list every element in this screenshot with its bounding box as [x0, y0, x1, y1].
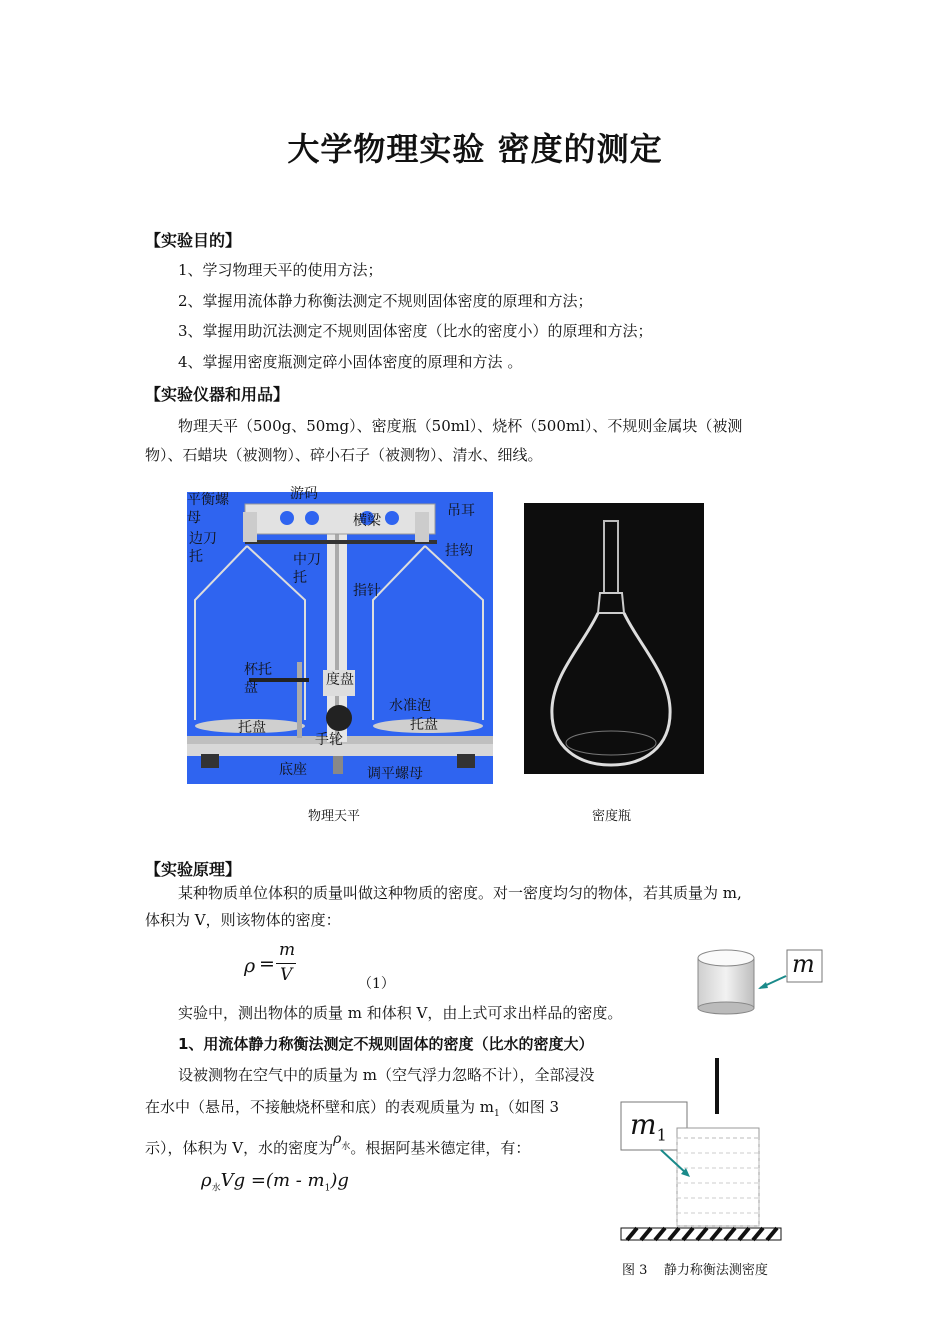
section-heading-apparatus: 【实验仪器和用品】	[145, 385, 290, 404]
label-cup-tray-2: 盘	[244, 680, 258, 696]
mass-label-m: m	[792, 950, 815, 978]
section-heading-purpose: 【实验目的】	[145, 231, 242, 250]
label-stirrup: 吊耳	[447, 503, 475, 519]
label-scale-dial: 度盘	[326, 672, 354, 688]
equation-rho: ρ	[244, 955, 256, 977]
principle-text-line: 某种物质单位体积的质量叫做这种物质的密度。对一密度均匀的物体，若其质量为 m,	[178, 884, 742, 902]
label-balance-screw-2: 母	[187, 510, 201, 526]
label-right-pan: 托盘	[410, 717, 438, 733]
label-left-pan: 托盘	[238, 720, 266, 736]
method-text-part: 。根据阿基米德定律，有：	[350, 1139, 531, 1157]
label-edge-knife: 边刀	[189, 531, 217, 547]
label-level-bubble: 水准泡	[389, 698, 431, 714]
mass-label-m1	[630, 1108, 667, 1145]
purpose-item: 2、掌握用流体静力称衡法测定不规则固体密度的原理和方法；	[178, 292, 593, 310]
figure3-caption: 图 3 静力称衡法测密度	[622, 1263, 768, 1278]
physical-balance-image	[187, 486, 493, 784]
page-title: 大学物理实验 密度的测定	[287, 130, 663, 168]
eq2-rho-sub: 水	[211, 1183, 221, 1194]
m1-subscript: 1	[656, 1125, 667, 1145]
eq2-rho: ρ	[201, 1170, 212, 1191]
eq2-body: Vg =(m - m	[220, 1170, 325, 1191]
purpose-item: 4、掌握用密度瓶测定碎小固体密度的原理和方法 。	[178, 353, 523, 371]
purpose-item: 1、学习物理天平的使用方法；	[178, 261, 383, 279]
bottle-drawing	[524, 503, 704, 774]
equation-number: （1）	[358, 976, 395, 992]
label-hand-wheel: 手轮	[315, 732, 343, 748]
label-center-knife-2: 托	[293, 570, 307, 586]
equation-equals: =	[259, 953, 275, 975]
purpose-item: 3、掌握用助沉法测定不规则固体密度（比水的密度小）的原理和方法；	[178, 322, 653, 340]
equation-denominator: V	[280, 965, 293, 985]
method-text-part: （如图 3	[499, 1098, 560, 1116]
apparatus-text-line: 物）、石蜡块（被测物）、碎小石子（被测物）、清水、细线。	[145, 446, 543, 464]
beaker-figure	[615, 1058, 795, 1243]
subscript: 1	[494, 1109, 500, 1119]
m1-letter: m	[630, 1108, 657, 1141]
method-text-part: 示），体积为 V，水的密度为	[145, 1139, 334, 1157]
equation-numerator: m	[279, 940, 296, 960]
method-text-line	[145, 1131, 531, 1166]
principle-text-line: 体积为 V，则该物体的密度：	[145, 911, 341, 929]
label-center-knife: 中刀	[293, 552, 321, 568]
subsection-heading: 1、用流体静力称衡法测定不规则固体的密度（比水的密度大）	[178, 1035, 594, 1053]
method-text-line	[145, 1096, 559, 1125]
eq2-m1-sub: 1	[324, 1183, 331, 1194]
label-beam: 横梁	[353, 513, 381, 529]
label-cup-tray: 杯托	[244, 662, 272, 678]
label-leveling-screw: 调平螺母	[367, 766, 423, 782]
balance-caption: 物理天平	[308, 809, 361, 824]
eq2-end: )g	[330, 1170, 349, 1191]
label-balance-screw: 平衡螺	[187, 492, 229, 508]
density-bottle-image	[524, 503, 704, 774]
label-pointer: 指针	[353, 583, 381, 599]
label-edge-knife-2: 托	[189, 549, 203, 565]
fraction-bar	[276, 963, 296, 964]
equation-archimedes	[201, 1170, 349, 1194]
label-base: 底座	[279, 762, 307, 778]
apparatus-text-line: 物理天平（500g、50mg）、密度瓶（50ml）、烧杯（500ml）、不规则金属块（被测	[178, 417, 743, 435]
label-rider: 游码	[290, 486, 318, 502]
rho-symbol: ρ	[333, 1131, 342, 1147]
method-text-part: 在水中（悬吊，不接触烧杯壁和底）的表观质量为 m	[145, 1098, 494, 1116]
rho-subscript: 水	[341, 1142, 351, 1152]
label-hook: 挂钩	[445, 543, 473, 559]
bottle-caption: 密度瓶	[592, 809, 632, 824]
section-heading-principle: 【实验原理】	[145, 860, 242, 879]
principle-text-line: 实验中，测出物体的质量 m 和体积 V，由上式可求出样品的密度。	[178, 1004, 623, 1022]
method-text-line: 设被测物在空气中的质量为 m（空气浮力忽略不计），全部浸没	[178, 1066, 595, 1084]
